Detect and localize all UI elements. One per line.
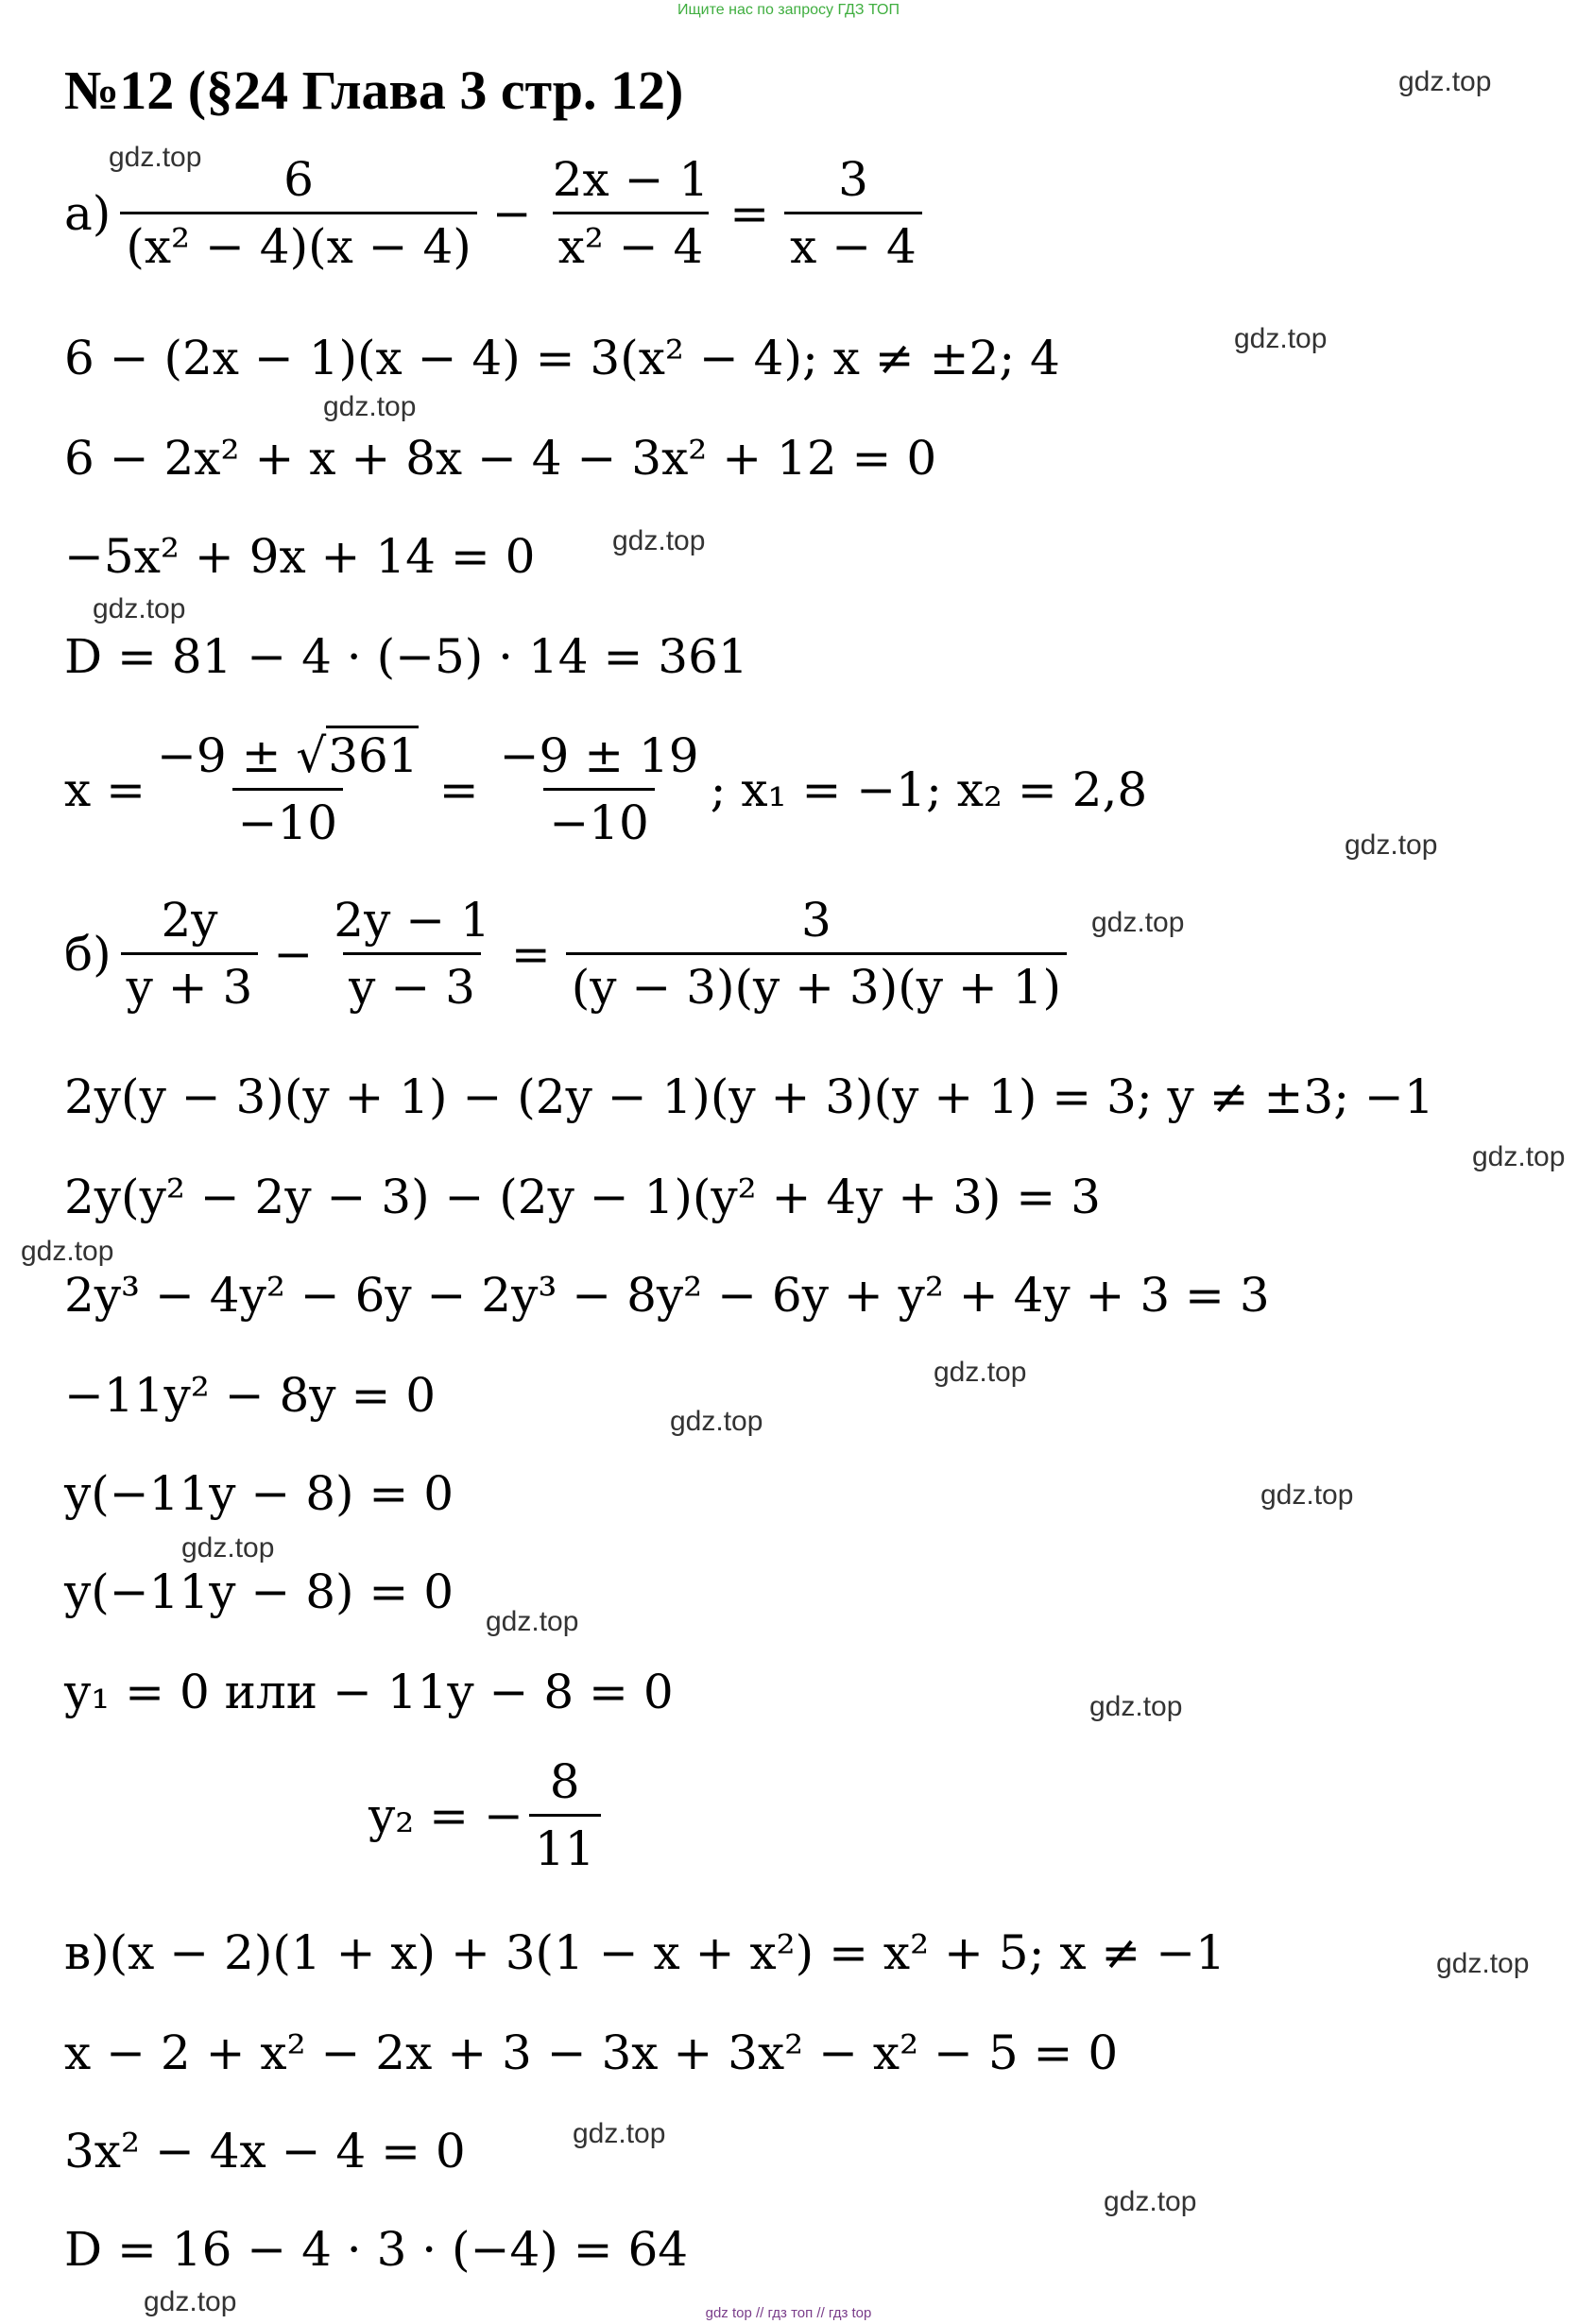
numerator: 2y − 1 [334,893,490,948]
denominator: 11 [529,1814,601,1877]
watermark: gdz.top [323,391,417,422]
numerator: 2y [161,893,218,948]
fraction [121,892,259,1016]
radicand: 361 [326,726,418,783]
math-line: 6 − 2x² + x + 8x − 4 − 3x² + 12 = 0 [64,431,937,486]
watermark: gdz.top [1091,907,1185,938]
watermark: gdz.top [93,593,186,624]
denominator: y − 3 [343,952,481,1016]
root-tail: ; x₁ = −1; x₂ = 2,8 [710,761,1148,817]
numerator: 3 [838,152,868,207]
math-line: x − 2 + x² − 2x + 3 − 3x + 3x² − x² − 5 = 0 [64,2025,1119,2080]
numerator: −9 ± 19 [499,728,699,783]
watermark: gdz.top [612,525,706,556]
root-equation [64,727,1147,851]
fraction [784,151,922,275]
equals-sign: = [510,926,551,982]
header-banner: Ищите нас по запросу ГДЗ ТОП [677,2,900,18]
numerator: 2x − 1 [552,152,710,207]
watermark: gdz.top [144,2286,237,2317]
math-line: в)(x − 2)(1 + x) + 3(1 − x + x²) = x² + 5; x ≠ −1 [64,1925,1226,1980]
y2-equation [369,1753,607,1877]
equals-sign: = [438,761,479,817]
part-b-label: б) [64,926,111,982]
fraction [547,151,715,275]
math-line: D = 16 − 4 · 3 · (−4) = 64 [64,2222,689,2277]
math-line: −5x² + 9x + 14 = 0 [64,529,536,584]
watermark: gdz.top [1345,829,1438,861]
watermark: gdz.top [1436,1948,1530,1979]
watermark: gdz.top [1234,323,1328,354]
numerator: −9 ± √361 [151,727,424,788]
watermark: gdz.top [486,1606,579,1637]
denominator: x − 4 [784,212,922,275]
math-line: 3x² − 4x − 4 = 0 [64,2124,466,2179]
numerator: 8 [549,1754,580,1809]
math-line: 6 − (2x − 1)(x − 4) = 3(x² − 4); x ≠ ±2; 4 [64,331,1060,385]
part-a-equation [64,151,928,275]
denominator: −10 [232,788,344,851]
equals-sign: = [729,185,770,241]
part-a-label: а) [64,185,111,241]
watermark: gdz.top [934,1357,1027,1388]
denominator: x² − 4 [553,212,710,275]
page-title: №12 (§24 Глава 3 стр. 12) [64,60,684,121]
watermark: gdz.top [1104,2186,1197,2217]
minus-sign: − [491,185,532,241]
fraction [120,151,476,275]
fraction [151,727,424,851]
watermark: gdz.top [21,1236,114,1267]
denominator: (x² − 4)(x − 4) [120,212,476,275]
part-b-equation [64,892,1072,1016]
denominator: −10 [543,788,655,851]
math-line: y₁ = 0 или − 11y − 8 = 0 [64,1665,674,1719]
math-line: 2y(y² − 2y − 3) − (2y − 1)(y² + 4y + 3) = 3 [64,1170,1101,1224]
math-line: y(−11y − 8) = 0 [64,1564,454,1619]
fraction [529,1753,601,1877]
watermark: gdz.top [573,2118,666,2149]
watermark: gdz.top [670,1406,763,1437]
numerator: 6 [283,152,314,207]
footer-banner: gdz top // гдз топ // гдз top [705,2305,872,2321]
math-line: y(−11y − 8) = 0 [64,1466,454,1521]
math-line: 2y³ − 4y² − 6y − 2y³ − 8y² − 6y + y² + 4y + 3 = 3 [64,1268,1270,1323]
math-line: D = 81 − 4 · (−5) · 14 = 361 [64,629,748,684]
numerator: 3 [800,893,831,948]
denominator: (y − 3)(y + 3)(y + 1) [566,952,1067,1016]
math-line: 2y(y − 3)(y + 1) − (2y − 1)(y + 3)(y + 1) = 3; y ≠ ±3; −1 [64,1069,1434,1124]
denominator: y + 3 [121,952,259,1016]
watermark: gdz.top [109,142,202,173]
fraction [328,892,496,1016]
root-lhs: x = [64,761,146,817]
watermark: gdz.top [1472,1141,1566,1172]
watermark: gdz.top [1398,66,1492,97]
watermark: gdz.top [1260,1479,1354,1511]
fraction [566,892,1067,1016]
y2-lhs: y₂ = − [369,1787,523,1843]
minus-sign: − [273,926,314,982]
fraction [494,727,705,851]
math-line: −11y² − 8y = 0 [64,1368,437,1423]
watermark: gdz.top [181,1532,275,1564]
watermark: gdz.top [1089,1691,1183,1722]
